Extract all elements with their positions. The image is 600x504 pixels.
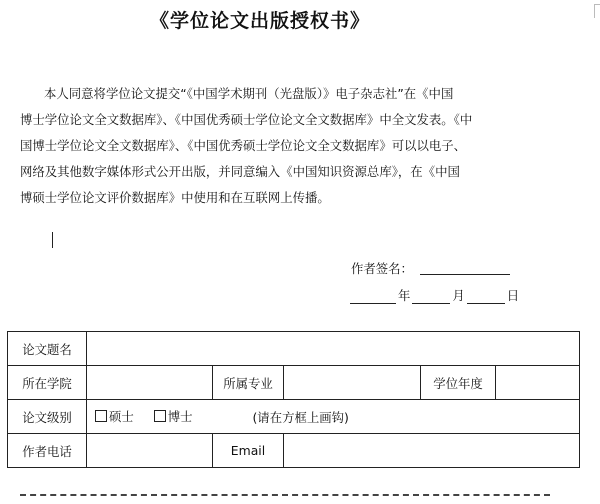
paragraph-line: 国博士学位论文全文数据库》、《中国优秀硕士学位论文全文数据库》可以以电子、 bbox=[20, 138, 467, 153]
table-row bbox=[8, 366, 580, 400]
year-blank[interactable] bbox=[350, 289, 396, 304]
paragraph-line: 博士学位论文全文数据库》、《中国优秀硕士学位论文全文数据库》中全文发表。《中 bbox=[20, 112, 473, 127]
college-label: 所在学院 bbox=[8, 366, 87, 400]
table-row bbox=[8, 434, 580, 468]
check-instruction: (请在方框上画钩) bbox=[252, 410, 349, 425]
cut-line-divider bbox=[20, 494, 550, 496]
master-option[interactable] bbox=[95, 407, 134, 425]
thesis-title-field[interactable] bbox=[87, 332, 580, 366]
day-blank[interactable] bbox=[467, 289, 505, 304]
table-row bbox=[8, 332, 580, 366]
author-signature-line[interactable] bbox=[420, 274, 510, 275]
degree-year-label: 学位年度 bbox=[421, 366, 496, 400]
paragraph-line: 本人同意将学位论文提交“《中国学术期刊（光盘版）》电子杂志社”在《中国 bbox=[44, 86, 454, 101]
text-cursor bbox=[52, 232, 53, 248]
master-checkbox[interactable] bbox=[95, 410, 107, 422]
signature-date bbox=[350, 286, 521, 304]
email-field[interactable] bbox=[284, 434, 580, 468]
authorization-paragraph bbox=[20, 81, 568, 211]
page-corner-mark bbox=[594, 4, 600, 18]
email-label: Email bbox=[213, 434, 284, 468]
major-label: 所属专业 bbox=[213, 366, 284, 400]
thesis-level-label: 论文级别 bbox=[8, 400, 87, 434]
paragraph-line: 博硕士学位论文评价数据库》中使用和在互联网上传播。 bbox=[20, 190, 330, 205]
table-row bbox=[8, 400, 580, 434]
master-option-label: 硕士 bbox=[109, 409, 134, 424]
doctor-option[interactable] bbox=[154, 407, 193, 425]
month-label: 月 bbox=[452, 288, 465, 303]
author-signature-label: 作者签名： bbox=[351, 261, 413, 276]
day-label: 日 bbox=[506, 288, 520, 303]
major-field[interactable] bbox=[284, 366, 421, 400]
thesis-level-options bbox=[87, 400, 580, 434]
thesis-info-table bbox=[7, 331, 580, 468]
author-phone-field[interactable] bbox=[87, 434, 213, 468]
year-label: 年 bbox=[398, 288, 411, 303]
document-title: 《学位论文出版授权书》 bbox=[150, 10, 371, 32]
doctor-option-label: 博士 bbox=[167, 409, 193, 424]
author-phone-label: 作者电话 bbox=[8, 434, 87, 468]
paragraph-line: 网络及其他数字媒体形式公开出版，并同意编入《中国知识资源总库》，在《中国 bbox=[20, 164, 460, 179]
degree-year-field[interactable] bbox=[496, 366, 580, 400]
thesis-title-label: 论文题名 bbox=[8, 332, 87, 366]
month-blank[interactable] bbox=[412, 289, 450, 304]
college-field[interactable] bbox=[87, 366, 213, 400]
doctor-checkbox[interactable] bbox=[154, 410, 166, 422]
